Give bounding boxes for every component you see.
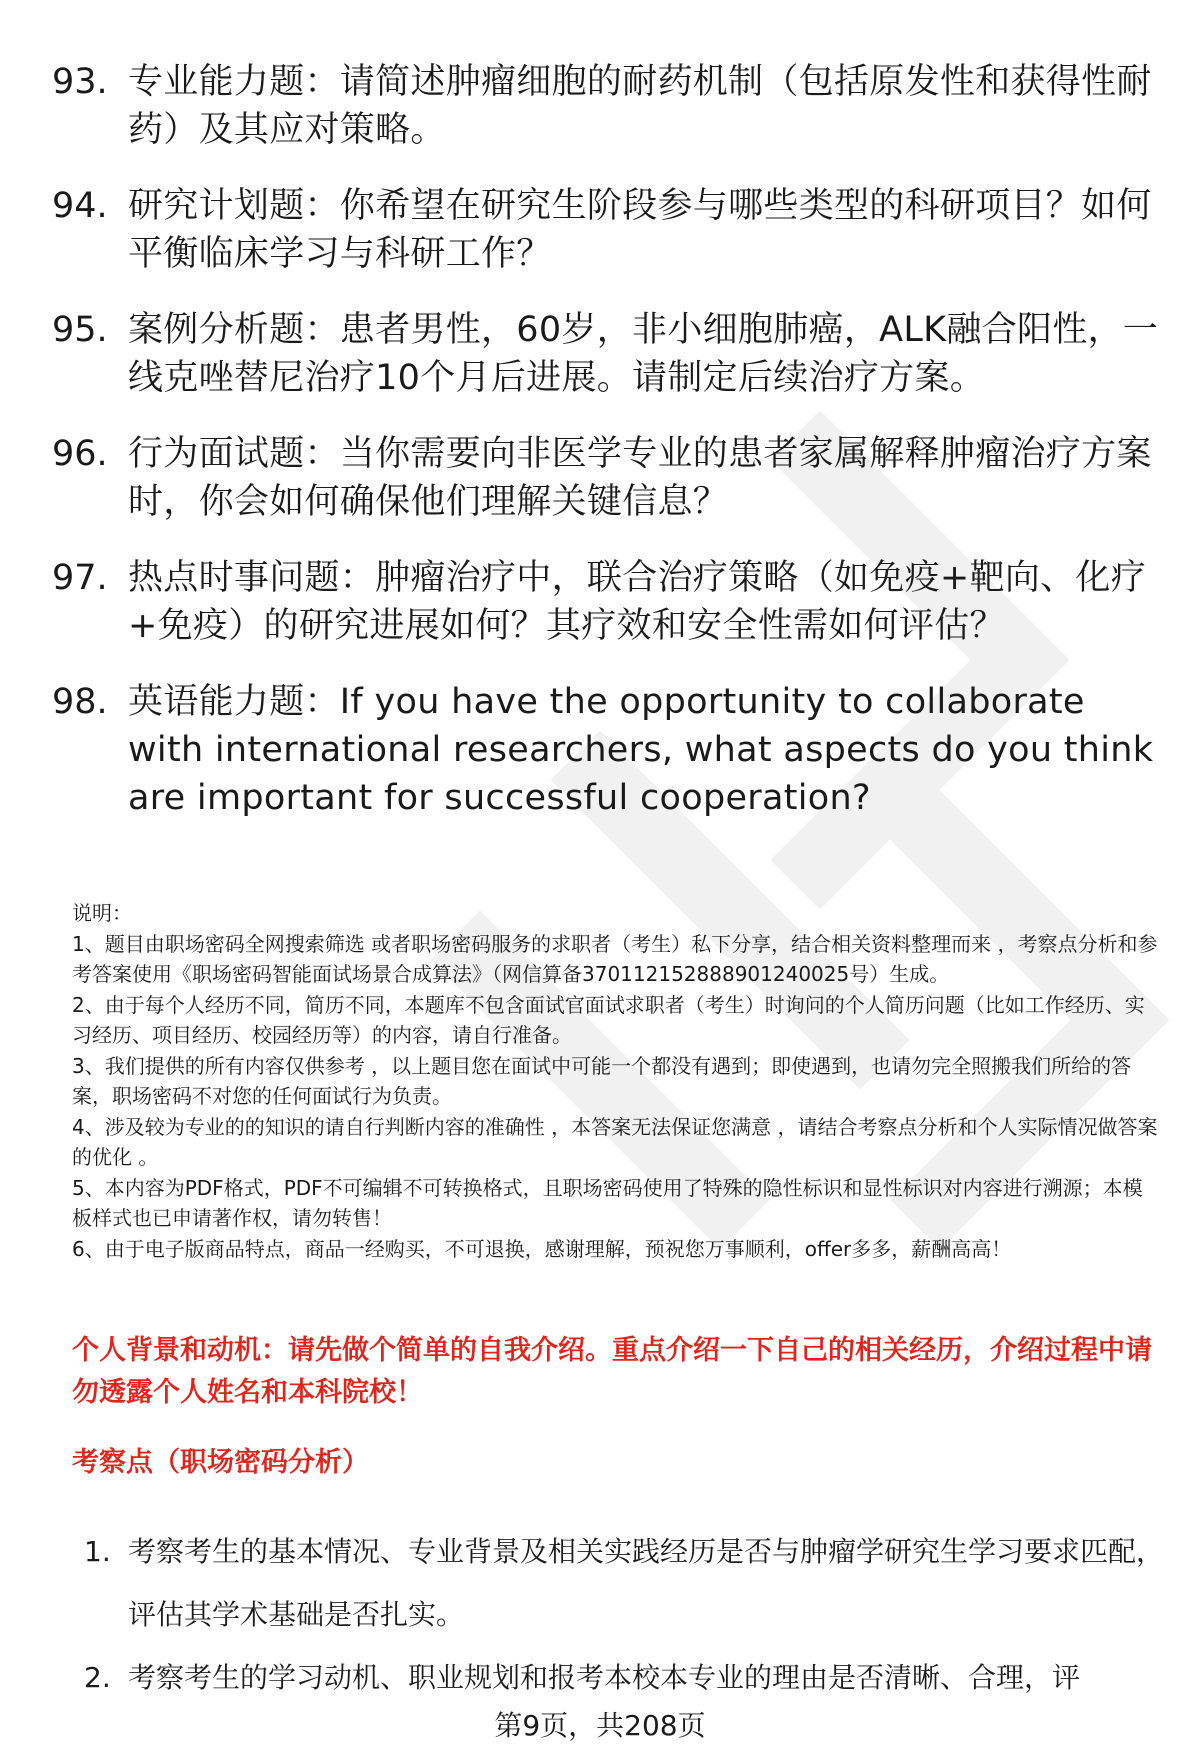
analysis-heading: 考察点（职场密码分析） xyxy=(72,1447,369,1478)
analysis-point xyxy=(84,1520,1164,1646)
question-text: 行为面试题：当你需要向非医学专业的患者家属解释肿瘤治疗方案时，你会如何确保他们理解关键信息？ xyxy=(128,434,1152,522)
note-item: 1、题目由职场密码全网搜索筛选 或者职场密码服务的求职者（考生）私下分享，结合相关资料整理而来 ，考察点分析和参考答案使用《职场密码智能面试场景合成算法》（网信算备370112152888901240025号）生成。 xyxy=(72,931,1158,986)
point-text: 考察考生的基本情况、专业背景及相关实践经历是否与肿瘤学研究生学习要求匹配，评估其学术基础是否扎实。 xyxy=(128,1535,1165,1631)
analysis-point xyxy=(84,1646,1164,1709)
question-text: 英语能力题：If you have the opportunity to collaborate with international researchers, what aspects do you think are important for successful cooperation? xyxy=(128,682,1154,818)
question-item xyxy=(52,306,1162,402)
notes-section xyxy=(72,898,1162,1264)
question-number: 95. xyxy=(52,310,108,350)
question-item xyxy=(52,554,1162,650)
question-text: 案例分析题：患者男性，60岁，非小细胞肺癌，ALK融合阳性，一线克唑替尼治疗10个月后进展。请制定后续治疗方案。 xyxy=(128,310,1159,398)
question-number: 96. xyxy=(52,434,108,474)
note-item: 5、本内容为PDF格式，PDF不可编辑不可转换格式，且职场密码使用了特殊的隐性标识和显性标识对内容进行溯源；本模板样式也已申请著作权，请勿转售！ xyxy=(72,1175,1143,1230)
question-item xyxy=(52,430,1162,526)
point-number: 1. xyxy=(84,1535,111,1568)
question-number: 94. xyxy=(52,186,108,226)
point-text: 考察考生的学习动机、职业规划和报考本校本专业的理由是否清晰、合理，评 xyxy=(128,1661,1081,1694)
question-text: 专业能力题：请简述肿瘤细胞的耐药机制（包括原发性和获得性耐药）及其应对策略。 xyxy=(128,62,1152,150)
question-list xyxy=(52,58,1162,850)
point-number: 2. xyxy=(84,1661,111,1694)
page-footer: 第9页，共208页 xyxy=(494,1709,706,1742)
note-item: 3、我们提供的所有内容仅供参考 ，以上题目您在面试中可能一个都没有遇到；即使遇到，也请勿完全照搬我们所给的答案，职场密码不对您的任何面试行为负责。 xyxy=(72,1053,1132,1108)
question-text: 热点时事问题：肿瘤治疗中，联合治疗策略（如免疫+靶向、化疗+免疫）的研究进展如何？其疗效和安全性需如何评估？ xyxy=(128,558,1147,646)
note-item: 2、由于每个人经历不同，简历不同，本题库不包含面试官面试求职者（考生）时询问的个人简历问题（比如工作经历、实习经历、项目经历、校园经历等）的内容，请自行准备。 xyxy=(72,992,1145,1047)
question-item xyxy=(52,58,1162,154)
notes-title: 说明： xyxy=(72,901,132,925)
question-number: 98. xyxy=(52,682,108,722)
question-text: 研究计划题：你希望在研究生阶段参与哪些类型的科研项目？如何平衡临床学习与科研工作？ xyxy=(128,186,1152,274)
note-item: 6、由于电子版商品特点，商品一经购买，不可退换，感谢理解，预祝您万事顺利，offer多多，薪酬高高！ xyxy=(72,1236,1012,1261)
personal-question: 个人背景和动机：请先做个简单的自我介绍。重点介绍一下自己的相关经历，介绍过程中请勿透露个人姓名和本科院校！ xyxy=(72,1335,1152,1408)
analysis-points xyxy=(84,1520,1164,1709)
question-item xyxy=(52,182,1162,278)
question-number: 97. xyxy=(52,558,108,598)
question-number: 93. xyxy=(52,62,108,102)
question-item xyxy=(52,678,1162,822)
note-item: 4、涉及较为专业的的知识的请自行判断内容的准确性 ，本答案无法保证您满意 ，请结合考察点分析和个人实际情况做答案的优化 。 xyxy=(72,1114,1158,1169)
